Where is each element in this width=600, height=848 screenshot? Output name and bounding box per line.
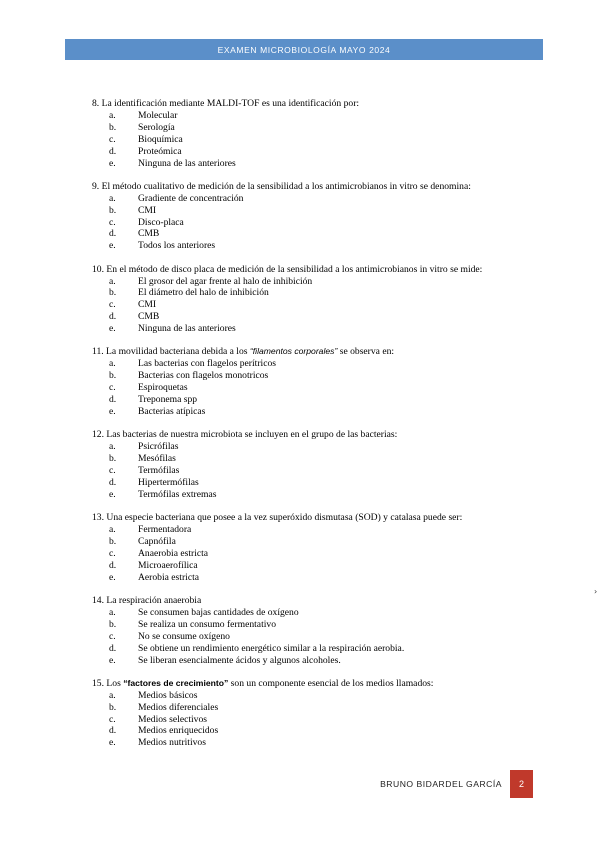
option-b: b. Medios diferenciales: [109, 701, 219, 713]
option-d: d. Treponema spp: [109, 394, 198, 406]
option-a: a. Se consumen bajas cantidades de oxígeno: [109, 606, 299, 618]
question-list: [92, 98, 532, 761]
option-e: e. Ninguna de las anteriores: [109, 323, 236, 335]
option-a: a. Gradiente de concentración: [109, 192, 244, 204]
option-d: d. CMB: [109, 228, 160, 240]
option-e: e. Termófilas extremas: [109, 488, 217, 500]
question-10: [92, 264, 532, 335]
option-d: d. Hipertermófilas: [109, 476, 199, 488]
footer-author: BRUNO BIDARDEL GARCÍA: [380, 779, 502, 789]
option-b: b. CMI: [109, 204, 157, 216]
question-text: 10. En el método de disco placa de medición de la sensibilidad a los antimicrobianos in vitro se mide:: [92, 263, 483, 275]
option-d: d. Medios enriquecidos: [109, 725, 219, 737]
option-a: a. Psicrófilas: [109, 441, 179, 453]
question-text: 8. La identificación mediante MALDI-TOF es una identificación por:: [92, 98, 360, 109]
option-c: c. Anaerobia estricta: [109, 547, 209, 559]
page-number-badge: [510, 770, 533, 798]
question-9: [92, 181, 532, 252]
option-b: b. Capnófila: [109, 535, 176, 547]
option-c: c. Medios selectivos: [109, 713, 208, 725]
header-title: EXAMEN MICROBIOLOGÍA MAYO 2024: [217, 44, 391, 55]
option-e: e. Se liberan esencialmente ácidos y algunos alcoholes.: [109, 654, 341, 666]
question-text: 15. Los “factores de crecimiento” son un componente esencial de los medios llamados:: [92, 677, 434, 689]
question-15: [92, 678, 532, 749]
question-13: [92, 512, 532, 583]
option-a: a. Medios básicos: [109, 689, 198, 701]
question-8: [92, 98, 532, 169]
option-e: e. Ninguna de las anteriores: [109, 157, 236, 169]
option-b: b. Bacterias con flagelos monotricos: [109, 370, 269, 382]
option-c: c. CMI: [109, 299, 157, 311]
question-12: [92, 429, 532, 500]
option-e: e. Medios nutritivos: [109, 737, 206, 749]
header-bar: [65, 39, 543, 60]
question-text: 14. La respiración anaerobia: [92, 594, 202, 606]
question-text: 9. El método cualitativo de medición de la sensibilidad a los antimicrobianos in vitro se denomina:: [92, 180, 471, 192]
option-b: b. Se realiza un consumo fermentativo: [109, 618, 276, 630]
option-c: c. No se consume oxígeno: [109, 630, 230, 642]
option-d: d. Microaerofílica: [109, 559, 198, 571]
option-b: b. El diámetro del halo de inhibición: [109, 287, 269, 299]
option-a: a. Fermentadora: [109, 524, 192, 536]
option-e: e. Bacterias atípicas: [109, 406, 206, 418]
option-b: b. Serología: [109, 121, 175, 133]
option-c: c. Espiroquetas: [109, 382, 188, 394]
question-11: [92, 346, 532, 417]
question-text: 12. Las bacterias de nuestra microbiota se incluyen en el grupo de las bacterias:: [92, 429, 398, 441]
option-b: b. Mesófilas: [109, 453, 176, 465]
option-d: d. Proteómica: [109, 145, 182, 157]
page-number: 2: [518, 779, 524, 789]
option-c: c. Bioquímica: [109, 133, 183, 145]
emphasized-term: “factores de crecimiento”: [123, 677, 229, 688]
question-text: 13. Una especie bacteriana que posee a la vez superóxido dismutasa (SOD) y catalasa puede ser:: [92, 512, 463, 524]
option-d: d. Se obtiene un rendimiento energético similar a la respiración aerobia.: [109, 642, 405, 654]
question-text: 11. La movilidad bacteriana debida a los “filamentos corporales” se observa en:: [92, 346, 395, 358]
option-c: c. Termófilas: [109, 465, 180, 477]
option-e: e. Todos los anteriores: [109, 240, 216, 252]
option-d: d. CMB: [109, 311, 160, 323]
option-a: a. El grosor del agar frente al halo de inhibición: [109, 275, 313, 287]
option-e: e. Aerobia estricta: [109, 571, 199, 583]
question-14: [92, 595, 532, 666]
option-a: a. Las bacterias con flagelos perítricos: [109, 358, 276, 370]
emphasized-term: “filamentos corporales”: [249, 346, 338, 357]
option-a: a. Molecular: [109, 109, 178, 121]
option-c: c. Disco-placa: [109, 216, 184, 228]
page-edge-mark: ›: [594, 587, 598, 596]
